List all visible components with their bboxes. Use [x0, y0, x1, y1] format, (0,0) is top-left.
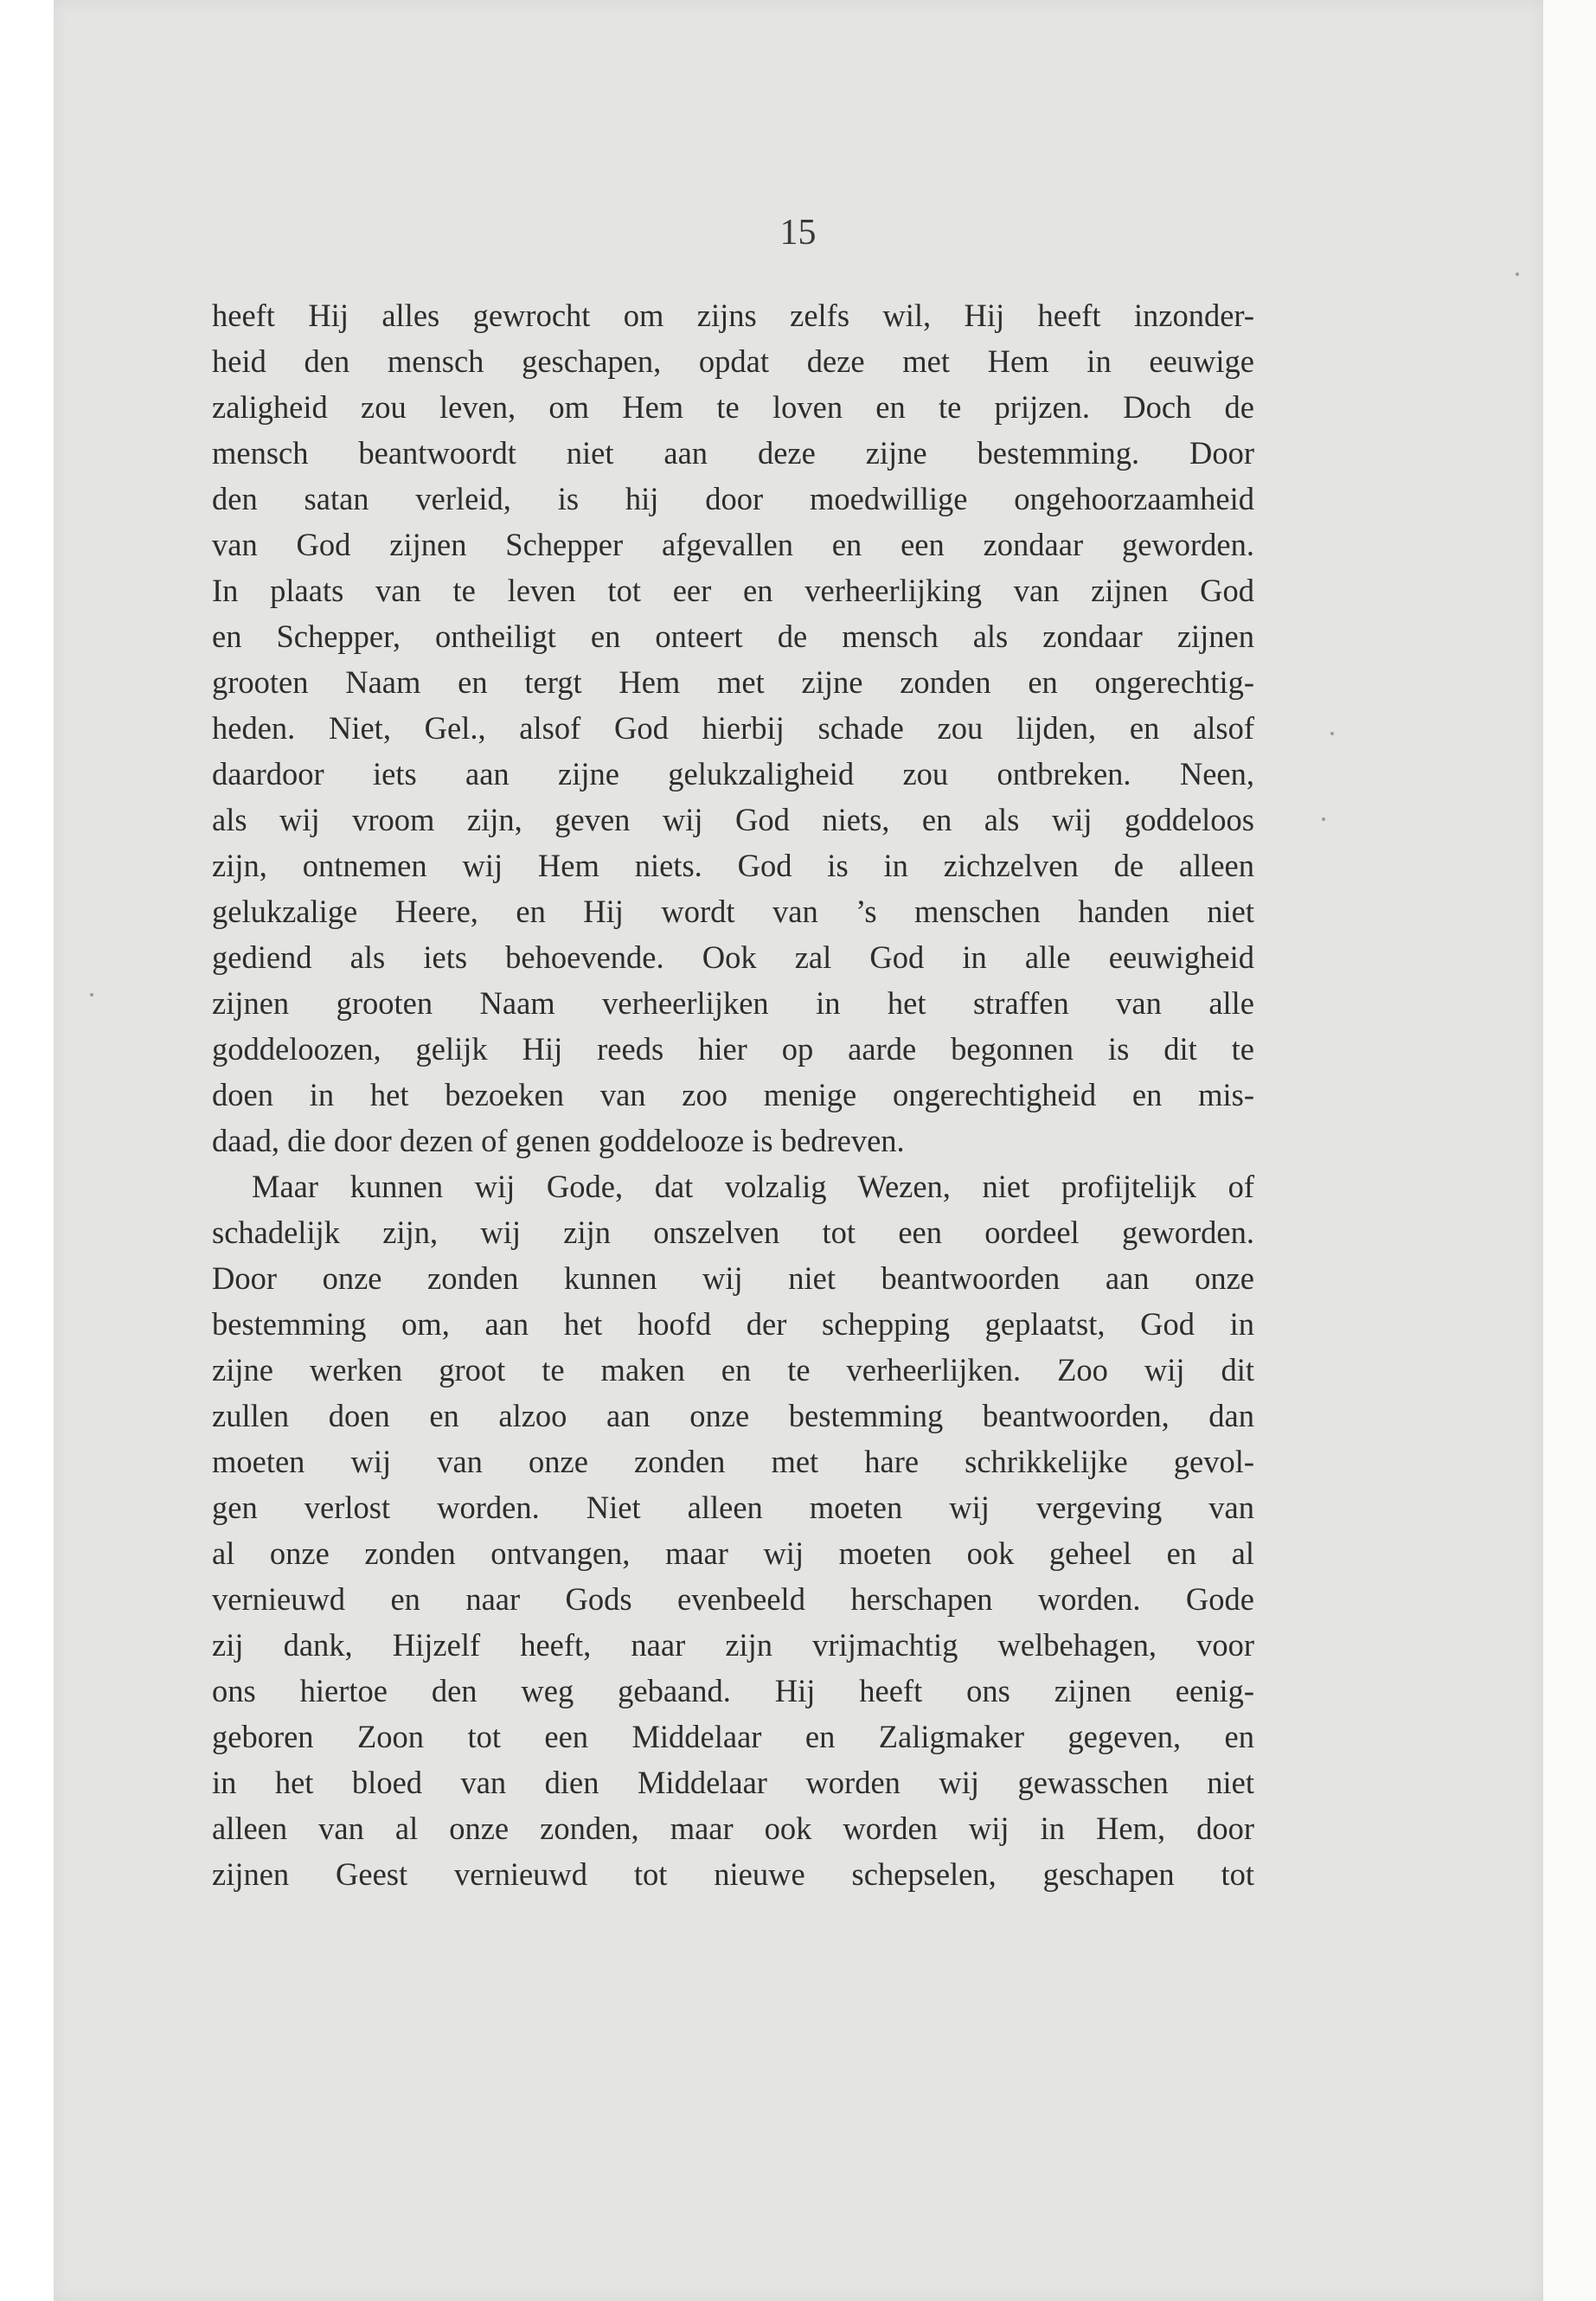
text-line: al onze zonden ontvangen, maar wij moeten ook geheel en al	[212, 1535, 1254, 1571]
text-line: daardoor iets aan zijne gelukzaligheid zou ontbreken. Neen,	[212, 756, 1254, 792]
text-line: gediend als iets behoevende. Ook zal God in alle eeuwigheid	[212, 939, 1254, 975]
text-line: zijne werken groot te maken en te verheerlijken. Zoo wij dit	[212, 1352, 1254, 1388]
text-line: daad, die door dezen of genen goddelooze is bedreven.	[212, 1123, 905, 1158]
text-line: zijnen grooten Naam verheerlijken in het straffen van alle	[212, 985, 1254, 1021]
text-line: Maar kunnen wij Gode, dat volzalig Wezen, niet profijtelijk of	[252, 1169, 1254, 1204]
text-line: zij dank, Hijzelf heeft, naar zijn vrijmachtig welbehagen, voor	[212, 1627, 1254, 1663]
text-line: ons hiertoe den weg gebaand. Hij heeft ons zijnen eenig-	[212, 1673, 1254, 1708]
text-line: goddeloozen, gelijk Hij reeds hier op aarde begonnen is dit te	[212, 1031, 1254, 1067]
text-line: gelukzalige Heere, en Hij wordt van ’s menschen handen niet	[212, 894, 1254, 929]
paper-speck	[90, 993, 93, 997]
text-line: bestemming om, aan het hoofd der schepping geplaatst, God in	[212, 1306, 1254, 1342]
scan-margin-right	[1543, 0, 1596, 2301]
text-line: grooten Naam en tergt Hem met zijne zonden en ongerechtig-	[212, 664, 1254, 700]
text-line: den satan verleid, is hij door moedwillige ongehoorzaamheid	[212, 481, 1254, 516]
text-line: van God zijnen Schepper afgevallen en een zondaar geworden.	[212, 527, 1254, 562]
text-line: doen in het bezoeken van zoo menige ongerechtigheid en mis-	[212, 1077, 1254, 1112]
text-line: zaligheid zou leven, om Hem te loven en te prijzen. Doch de	[212, 389, 1254, 425]
text-line: Door onze zonden kunnen wij niet beantwoorden aan onze	[212, 1260, 1254, 1296]
text-line: in het bloed van dien Middelaar worden wij gewasschen niet	[212, 1765, 1254, 1800]
text-line: als wij vroom zijn, geven wij God niets, en als wij goddeloos	[212, 802, 1254, 837]
text-line: zullen doen en alzoo aan onze bestemming beantwoorden, dan	[212, 1398, 1254, 1433]
text-line: heid den mensch geschapen, opdat deze met Hem in eeuwige	[212, 343, 1254, 379]
text-line: gen verlost worden. Niet alleen moeten wij vergeving van	[212, 1490, 1254, 1525]
text-line: heden. Niet, Gel., alsof God hierbij schade zou lijden, en alsof	[212, 710, 1254, 746]
text-line: geboren Zoon tot een Middelaar en Zaligmaker gegeven, en	[212, 1719, 1254, 1754]
text-line: moeten wij van onze zonden met hare schrikkelijke gevol-	[212, 1444, 1254, 1479]
paper-speck	[1516, 272, 1519, 276]
text-line: alleen van al onze zonden, maar ook worden wij in Hem, door	[212, 1811, 1254, 1846]
text-line: vernieuwd en naar Gods evenbeeld herschapen worden. Gode	[212, 1581, 1254, 1617]
paper-speck	[1330, 732, 1334, 735]
body-text	[212, 292, 1254, 1897]
text-line: In plaats van te leven tot eer en verheerlijking van zijnen God	[212, 573, 1254, 608]
page-number: 15	[779, 213, 817, 253]
text-line: zijnen Geest vernieuwd tot nieuwe schepselen, geschapen tot	[212, 1856, 1254, 1892]
scan-margin-left	[0, 0, 54, 2301]
text-line: mensch beantwoordt niet aan deze zijne bestemming. Door	[212, 435, 1254, 471]
paper-speck	[1322, 817, 1325, 821]
text-line: heeft Hij alles gewrocht om zijns zelfs wil, Hij heeft inzonder-	[212, 298, 1254, 333]
text-line: zijn, ontnemen wij Hem niets. God is in zichzelven de alleen	[212, 848, 1254, 883]
text-line: en Schepper, ontheiligt en onteert de mensch als zondaar zijnen	[212, 619, 1254, 654]
text-line: schadelijk zijn, wij zijn onszelven tot een oordeel geworden.	[212, 1215, 1254, 1250]
